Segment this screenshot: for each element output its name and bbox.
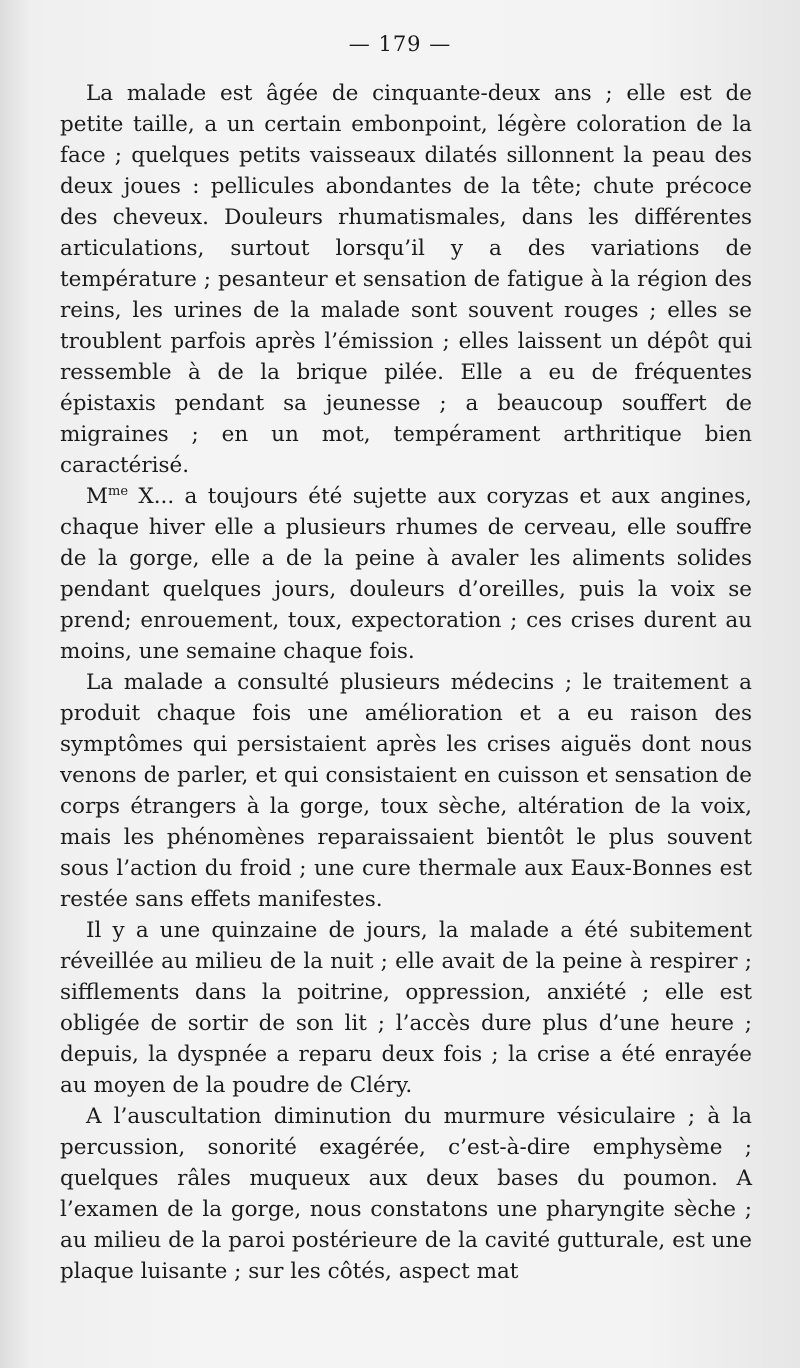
page-number: — 179 — — [348, 32, 452, 56]
paragraph-examination: A l’auscultation diminution du murmure vésiculaire ; à la percussion, sonorité exagérée, c’est-à-dire emphysème ; quelques râles muqueux aux deux bases du poumon. A l’examen de la gorge, nous constatons une pharyngite sèche ; au milieu de la paroi postérieure de la cavité gutturale, est une plaque luisante ; sur les côtés, aspect mat — [60, 1104, 752, 1284]
body-text — [60, 78, 752, 1287]
paragraph-dyspnea-attack: Il y a une quinzaine de jours, la malade a été subitement réveillée au milieu de la nuit ; elle avait de la peine à respirer ; sifflements dans la poitrine, oppression, anxiété ; elle est obligée de sortir de son lit ; l’accès dure plus d’une heure ; depuis, la dyspnée a reparu deux fois ; la crise a été enrayée au moyen de la poudre de Cléry. — [60, 918, 752, 1098]
paragraph-coryza-text: X... a toujours été sujette aux coryzas et aux angines, chaque hiver elle a plusieurs rhumes de cerveau, elle souffre de la gorge, elle a de la peine à avaler les aliments solides pendant quelques jours, douleurs d’oreilles, puis la voix se prend; enrouement, toux, expectoration ; ces crises durent au moins, une semaine chaque fois. — [60, 484, 752, 664]
paragraph-coryza — [60, 481, 752, 667]
paragraph-patient-history: La malade est âgée de cinquante-deux ans ; elle est de petite taille, a un certain embonpoint, légère coloration de la face ; quelques petits vaisseaux dilatés sillonnent la peau des deux joues : pellicules abondantes de la tête; chute précoce des cheveux. Douleurs rhumatismales, dans les différentes articulations, surtout lorsqu’il y a des variations de température ; pesanteur et sensation de fatigue à la région des reins, les urines de la malade sont souvent rouges ; elles se troublent parfois après l’émission ; elles laissent un dépôt qui ressemble à de la brique pilée. Elle a eu de fréquentes épistaxis pendant sa jeunesse ; a beaucoup souffert de migraines ; en un mot, tempérament arthritique bien caractérisé. — [60, 81, 752, 478]
honorific-abbreviation: $M^{me}$ — [86, 483, 129, 509]
paragraph-treatment: La malade a consulté plusieurs médecins ; le traitement a produit chaque fois une amélioration et a eu raison des symptômes qui persistaient après les crises aiguës dont nous venons de parler, et qui consistaient en cuisson et sensation de corps étrangers à la gorge, toux sèche, altération de la voix, mais les phénomènes reparaissaient bientôt le plus souvent sous l’action du froid ; une cure thermale aux Eaux-Bonnes est restée sans effets manifestes. — [60, 670, 752, 912]
